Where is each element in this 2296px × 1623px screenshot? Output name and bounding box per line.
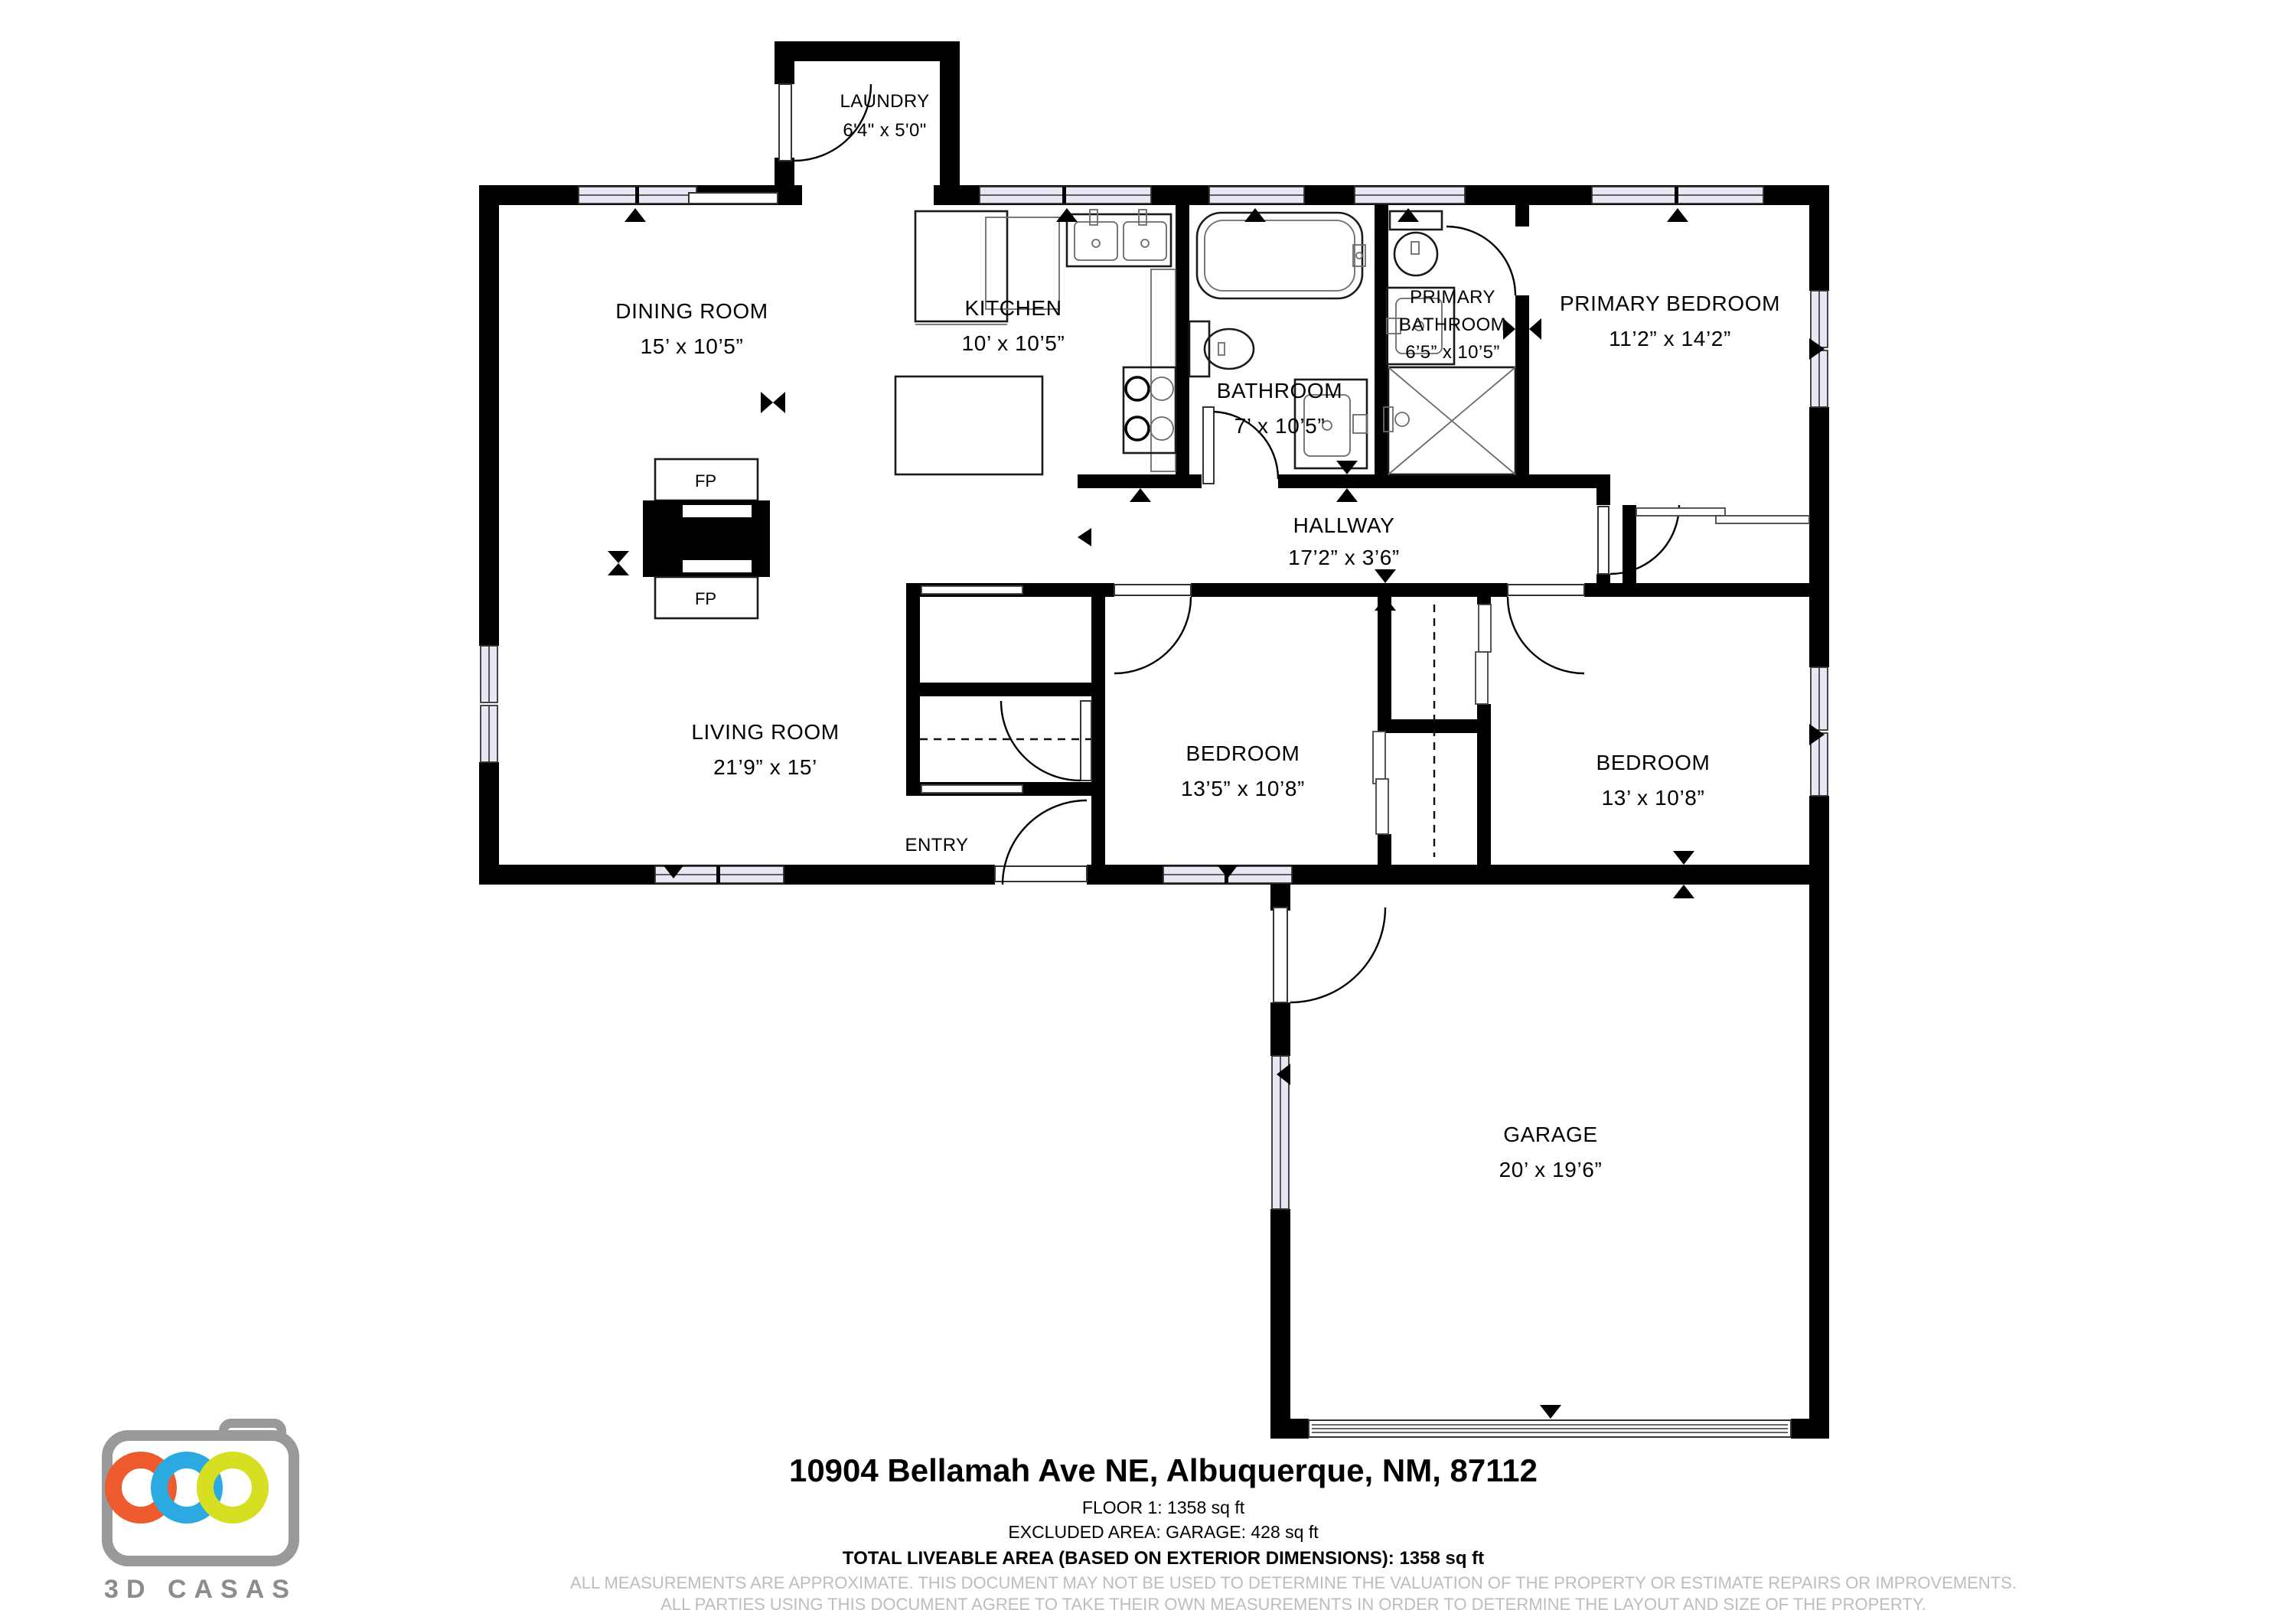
floor-area-line: FLOOR 1: 1358 sq ft bbox=[1081, 1498, 1245, 1517]
total-area-line: TOTAL LIVEABLE AREA (BASED ON EXTERIOR DIMENSIONS): 1358 sq ft bbox=[842, 1548, 1485, 1569]
room-dims-hallway: 17’2” x 3’6” bbox=[1288, 546, 1400, 569]
room-dims-garage: 20’ x 19’6” bbox=[1499, 1158, 1603, 1181]
bathtub bbox=[1197, 213, 1365, 298]
primary-bathroom-door bbox=[1446, 227, 1515, 295]
room-dims-primary-bedroom: 11’2” x 14’2” bbox=[1609, 327, 1731, 350]
toilet-bathroom bbox=[1189, 321, 1254, 376]
room-label-hallway: HALLWAY bbox=[1293, 513, 1395, 537]
room-dims-bathroom: 7’ x 10’5” bbox=[1234, 414, 1326, 438]
excluded-area-line: EXCLUDED AREA: GARAGE: 428 sq ft bbox=[1008, 1522, 1319, 1542]
kitchen-island bbox=[895, 376, 1042, 474]
windows bbox=[481, 187, 1828, 1437]
disclaimer-line-2: ALL PARTIES USING THIS DOCUMENT AGREE TO TAKE THEIR OWN MEASUREMENTS IN ORDER TO DETERMINE THE LAYOUT AND SIZE OF THE PROPERTY. bbox=[660, 1595, 1926, 1614]
room-dims-bedroom2: 13’ x 10’8” bbox=[1601, 786, 1705, 810]
markers bbox=[484, 208, 1825, 1419]
garage-entry-door bbox=[1274, 908, 1385, 1002]
shower bbox=[1384, 367, 1515, 474]
kitchen-counter bbox=[1151, 269, 1176, 471]
address-line: 10904 Bellamah Ave NE, Albuquerque, NM, 87112 bbox=[788, 1452, 1538, 1488]
brand-logo bbox=[104, 1423, 297, 1604]
garage-door bbox=[1309, 1420, 1791, 1437]
brand-name: 3D CASAS bbox=[104, 1575, 297, 1604]
room-dims-kitchen: 10’ x 10’5” bbox=[961, 331, 1065, 355]
room-dims-dining: 15’ x 10’5” bbox=[640, 334, 744, 358]
room-dims-primary-bathroom: 6’5” x 10’5” bbox=[1405, 342, 1500, 363]
stove bbox=[1124, 367, 1176, 453]
bedroom2-door bbox=[1508, 585, 1584, 673]
room-dims-bedroom1: 13’5” x 10’8” bbox=[1181, 777, 1305, 800]
fireplace-label-top: FP bbox=[694, 471, 717, 490]
room-label-bathroom: BATHROOM bbox=[1216, 379, 1343, 402]
exterior-walls bbox=[479, 41, 1829, 1439]
room-label-laundry: LAUNDRY bbox=[840, 91, 930, 112]
room-label-primary-bathroom-1: PRIMARY bbox=[1410, 287, 1495, 308]
room-dims-living: 21’9” x 15’ bbox=[713, 755, 817, 779]
room-label-kitchen: KITCHEN bbox=[964, 296, 1062, 320]
room-label-living: LIVING ROOM bbox=[691, 720, 840, 744]
kitchen-sink bbox=[1067, 210, 1171, 266]
entry-front-door bbox=[995, 800, 1087, 885]
bedroom1-door bbox=[1114, 585, 1191, 673]
room-label-primary-bathroom-2: BATHROOM bbox=[1398, 314, 1507, 335]
disclaimer-line-1: ALL MEASUREMENTS ARE APPROXIMATE. THIS DOCUMENT MAY NOT BE USED TO DETERMINE THE VALUATION OF THE PROPERTY OR ESTIMATE REPAIRS OR IMPROVEMENTS. bbox=[570, 1573, 2017, 1592]
room-label-bedroom1: BEDROOM bbox=[1186, 741, 1300, 765]
room-dims-laundry: 6'4" x 5'0" bbox=[843, 120, 927, 141]
room-label-entry: ENTRY bbox=[905, 835, 969, 855]
room-label-garage: GARAGE bbox=[1503, 1123, 1598, 1146]
footer bbox=[570, 1452, 2017, 1614]
exterior-step bbox=[689, 193, 778, 204]
fireplace-label-bottom: FP bbox=[694, 589, 717, 608]
entry-interior-door bbox=[1001, 701, 1091, 781]
room-label-bedroom2: BEDROOM bbox=[1596, 751, 1711, 774]
room-label-dining: DINING ROOM bbox=[615, 299, 768, 323]
room-label-primary-bedroom: PRIMARY BEDROOM bbox=[1559, 292, 1781, 315]
